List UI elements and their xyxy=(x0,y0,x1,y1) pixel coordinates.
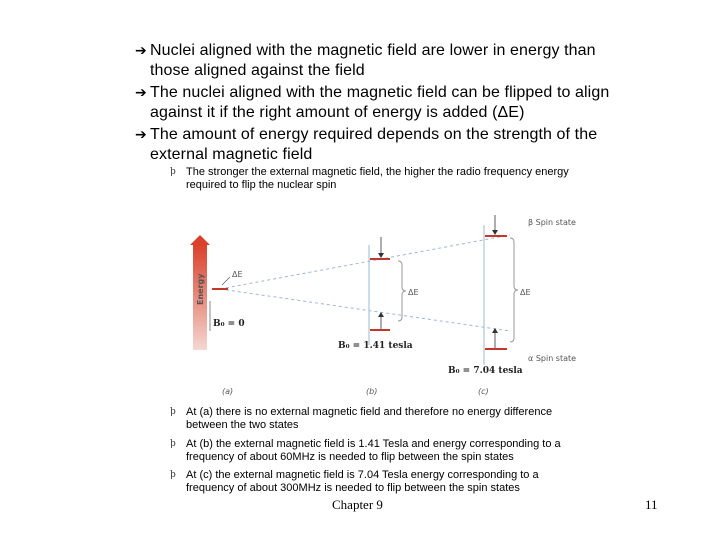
sub-bullet-icon: ϸ xyxy=(170,439,176,449)
energy-axis-label: Energy xyxy=(196,273,205,305)
delta-e-label-c: ΔE xyxy=(520,288,531,297)
brace-c xyxy=(510,238,518,342)
sub-bullet-a-line1: At (a) there is no external magnetic field and therefore no energy difference xyxy=(186,406,553,418)
sub-bullet-c xyxy=(170,469,539,495)
bullet-2-line1: The nuclei aligned with the magnetic field can be flipped to align xyxy=(150,84,610,101)
b0-704-label: B₀ = 7.04 tesla xyxy=(448,366,523,376)
sub-bullet-b-line1: At (b) the external magnetic field is 1.41 Tesla and energy corresponding to a xyxy=(186,438,561,450)
arrow-bullet-icon: ➔ xyxy=(135,127,147,143)
panel-c-label: (c) xyxy=(478,387,489,396)
bullet-1-line2: those aligned against the field xyxy=(150,62,365,79)
b0-zero-label: B₀ = 0 xyxy=(213,319,245,329)
spin-state-energy-diagram xyxy=(180,205,600,400)
bullet-1 xyxy=(135,41,596,81)
sub-bullet-icon: ϸ xyxy=(170,470,176,480)
delta-e-label-a: ΔE xyxy=(232,270,243,279)
sub-bullet-b-line2: frequency of about 60MHz is needed to flip between the spin states xyxy=(186,451,514,463)
bullet-3-line2: external magnetic field xyxy=(150,146,313,163)
arrow-bullet-icon: ➔ xyxy=(135,43,147,59)
footer-chapter: Chapter 9 xyxy=(332,497,383,512)
panel-b-label: (b) xyxy=(366,387,378,396)
bullet-2 xyxy=(135,83,609,123)
beta-spin-state-label: β Spin state xyxy=(528,218,576,227)
b0-141-label: B₀ = 1.41 tesla xyxy=(338,341,413,351)
dashed-energy-lines xyxy=(220,235,510,331)
sub-bullet-line2: required to flip the nuclear spin xyxy=(186,179,337,191)
sub-bullet-c-line2: frequency of about 300MHz is needed to flip between the spin states xyxy=(186,482,520,494)
bullet-3-line1: The amount of energy required depends on the strength of the xyxy=(150,126,598,143)
alpha-spin-state-label: α Spin state xyxy=(528,354,577,363)
sub-bullet-a xyxy=(170,406,552,432)
page-number: 11 xyxy=(645,497,658,512)
sub-bullet-line1: The stronger the external magnetic field, the higher the radio frequency energy xyxy=(186,166,569,178)
sub-bullet-field-strength xyxy=(170,166,569,192)
panel-a-label: (a) xyxy=(222,387,234,396)
arrow-bullet-icon: ➔ xyxy=(135,85,147,101)
bullet-3 xyxy=(135,125,597,165)
sub-bullet-icon: ϸ xyxy=(170,407,176,417)
sub-bullet-icon: ϸ xyxy=(170,167,176,177)
delta-e-label-b: ΔE xyxy=(408,288,419,297)
bullet-2-line2: against it if the right amount of energy is added (ΔE) xyxy=(150,104,525,121)
bullet-1-line1: Nuclei aligned with the magnetic field are lower in energy than xyxy=(150,42,596,59)
sub-bullet-a-line2: between the two states xyxy=(186,419,299,431)
sub-bullet-c-line1: At (c) the external magnetic field is 7.04 Tesla energy corresponding to a xyxy=(186,469,539,481)
brace-b xyxy=(398,261,406,321)
sub-bullet-b xyxy=(170,438,561,464)
